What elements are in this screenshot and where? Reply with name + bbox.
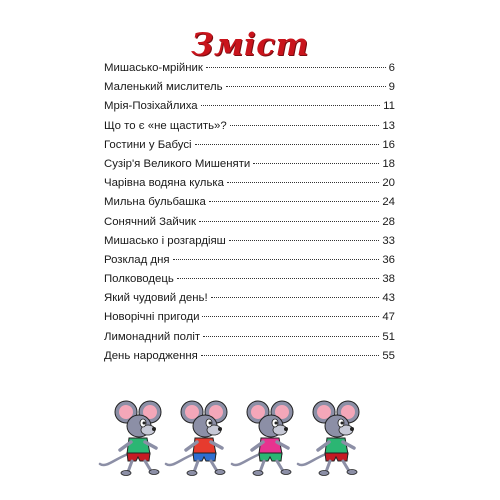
toc-item-title: Розклад дня	[104, 253, 170, 266]
toc-dot-leader	[203, 336, 379, 337]
toc-item-title: Гостини у Бабусі	[104, 138, 192, 151]
toc-item-title: Мильна бульбашка	[104, 196, 206, 209]
toc-item[interactable]	[104, 216, 395, 235]
toc-item-page: 13	[382, 119, 395, 132]
toc-dot-leader	[209, 201, 380, 202]
toc-item[interactable]	[104, 177, 395, 196]
toc-dot-leader	[195, 144, 380, 145]
toc-item-page: 36	[382, 253, 395, 266]
toc-item-page: 9	[388, 81, 395, 94]
toc-item-title: Який чудовий день!	[104, 292, 208, 305]
toc-dot-leader	[226, 86, 386, 87]
mouse-figure	[100, 401, 161, 476]
toc-item-page: 28	[382, 215, 395, 228]
toc-item-page: 11	[383, 100, 395, 113]
toc-item-title: Чарівна водяна кулька	[104, 177, 224, 190]
toc-item-title: Лимонадний політ	[104, 330, 201, 343]
toc-item-page: 24	[382, 196, 395, 209]
page-title: Зміст	[191, 26, 309, 63]
toc-dot-leader	[229, 240, 380, 241]
toc-item-page: 16	[382, 138, 395, 151]
toc-item[interactable]	[104, 139, 395, 158]
toc-item[interactable]	[104, 235, 395, 254]
table-of-contents	[104, 62, 395, 369]
mouse-figure	[166, 401, 227, 476]
mouse-figure	[232, 401, 293, 476]
toc-item[interactable]	[104, 350, 395, 369]
toc-dot-leader	[201, 355, 379, 356]
toc-item[interactable]	[104, 120, 395, 139]
toc-dot-leader	[202, 316, 379, 317]
toc-dot-leader	[211, 297, 380, 298]
toc-item[interactable]	[104, 100, 395, 119]
toc-dot-leader	[230, 125, 380, 126]
toc-item-page: 43	[382, 292, 395, 305]
toc-item-title: Мишасько-мрійник	[104, 62, 203, 74]
toc-item-title: Маленький мислитель	[104, 81, 223, 94]
toc-item-page: 33	[382, 234, 395, 247]
toc-item-page: 55	[382, 349, 395, 362]
toc-item-page: 18	[382, 157, 395, 170]
toc-dot-leader	[199, 221, 379, 222]
toc-item-title: Полководець	[104, 273, 174, 286]
toc-item-title: Новорічні пригоди	[104, 311, 200, 324]
toc-item[interactable]	[104, 273, 395, 292]
toc-item[interactable]	[104, 62, 395, 81]
toc-item-page: 51	[382, 330, 395, 343]
toc-item-page: 6	[388, 62, 395, 74]
toc-dot-leader	[173, 259, 380, 260]
toc-dot-leader	[227, 182, 379, 183]
toc-item[interactable]	[104, 196, 395, 215]
toc-item-title: День народження	[104, 349, 198, 362]
toc-dot-leader	[201, 105, 381, 106]
toc-item[interactable]	[104, 158, 395, 177]
mouse-figure	[298, 401, 359, 476]
toc-dot-leader	[177, 278, 380, 279]
toc-item[interactable]	[104, 331, 395, 350]
toc-dot-leader	[206, 67, 386, 68]
toc-item[interactable]	[104, 292, 395, 311]
toc-item-title: Мрія-Позіхайлиха	[104, 100, 198, 113]
toc-item-title: Сузір'я Великого Мишеняти	[104, 157, 251, 170]
mice-illustration	[98, 398, 398, 478]
toc-item-title: Сонячний Зайчик	[104, 215, 196, 228]
toc-item-title: Що то є «не щастить»?	[104, 119, 227, 132]
toc-dot-leader	[253, 163, 379, 164]
toc-item-page: 38	[382, 273, 395, 286]
toc-item-title: Мишасько і розгардіяш	[104, 234, 226, 247]
toc-item-page: 47	[382, 311, 395, 324]
toc-item[interactable]	[104, 254, 395, 273]
toc-item[interactable]	[104, 311, 395, 330]
toc-item[interactable]	[104, 81, 395, 100]
toc-item-page: 20	[382, 177, 395, 190]
